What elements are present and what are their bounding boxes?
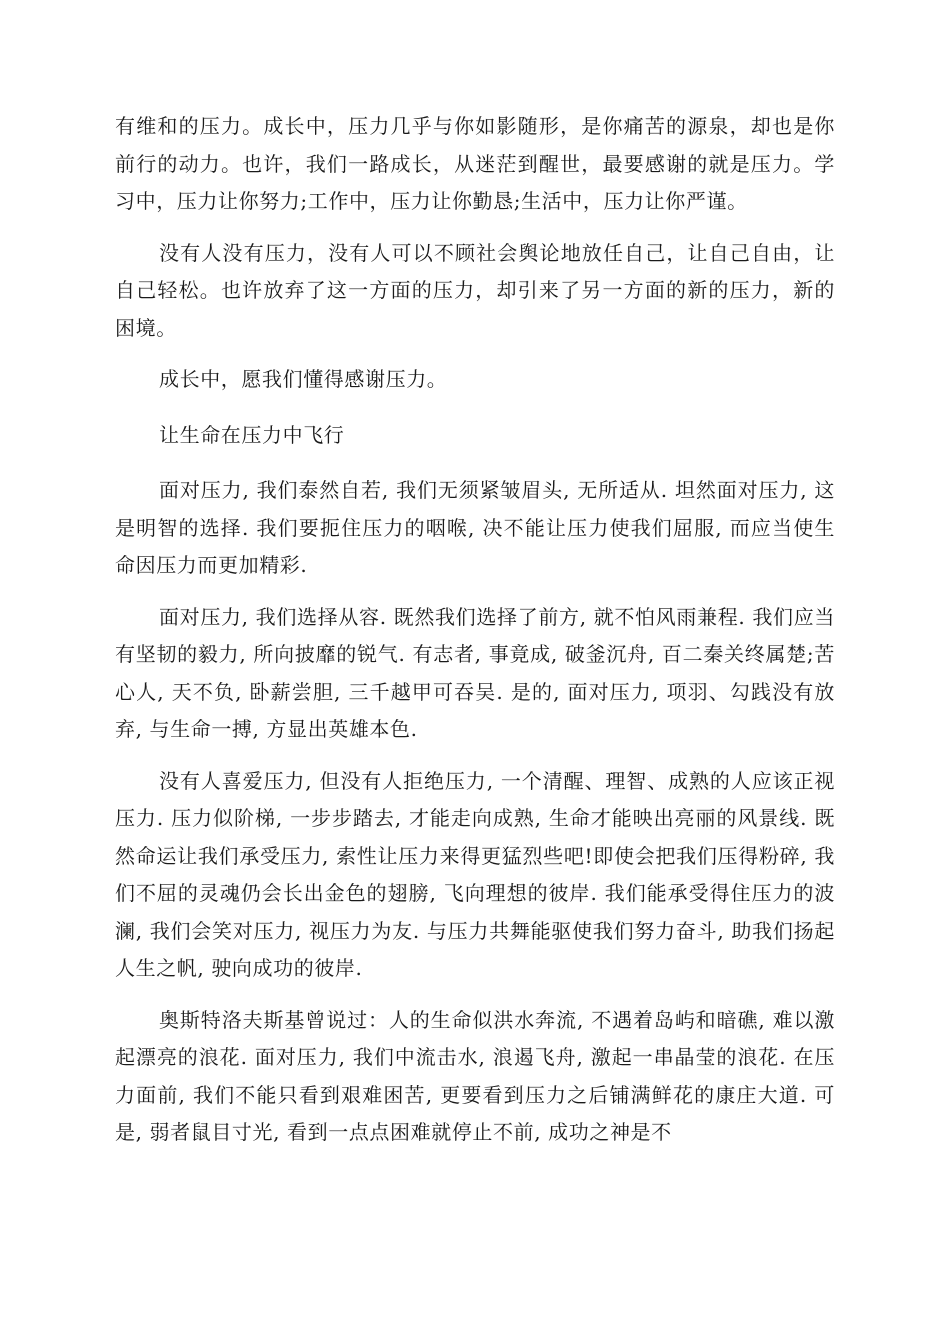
document-page: [115, 108, 835, 1166]
paragraph-1: 有维和的压力。成长中，压力几乎与你如影随形，是你痛苦的源泉，却也是你前行的动力。也许，我们一路成长，从迷茫到醒世，最要感谢的就是压力。学习中，压力让你努力;工作中，压力让你勤恳;生活中，压力让你严谨。: [115, 114, 835, 213]
paragraph-8: 奥斯特洛夫斯基曾说过：人的生命似洪水奔流, 不遇着岛屿和暗礁, 难以激起漂亮的浪花. 面对压力, 我们中流击水, 浪遏飞舟, 激起一串晶莹的浪花. 在压力面前, 我们不能只看到艰难困苦, 更要看到压力之后铺满鲜花的康庄大道. 可是, 弱者鼠目寸光, 看到一点点困难就停止不前, 成功之神是不: [115, 1007, 835, 1144]
paragraph-3: 成长中，愿我们懂得感谢压力。: [159, 367, 448, 391]
paragraph-6: 面对压力, 我们选择从容. 既然我们选择了前方, 就不怕风雨兼程. 我们应当有坚韧的毅力, 所向披靡的锐气. 有志者, 事竟成, 破釜沉舟, 百二秦关终属楚;苦心人, 天不负, 卧薪尝胆, 三千越甲可吞吴. 是的, 面对压力, 项羽、勾践没有放弃, 与生命一搏, 方显出英雄本色.: [115, 604, 835, 741]
paragraph-5: 面对压力, 我们泰然自若, 我们无须紧皱眉头, 无所适从. 坦然面对压力, 这是明智的选择. 我们要扼住压力的咽喉, 决不能让压力使我们屈服, 而应当使生命因压力而更加精彩.: [115, 478, 835, 577]
paragraph-7: 没有人喜爱压力, 但没有人拒绝压力, 一个清醒、理智、成熟的人应该正视压力. 压力似阶梯, 一步步踏去, 才能走向成熟, 生命才能映出亮丽的风景线. 既然命运让我们承受压力, 索性让压力来得更猛烈些吧!即使会把我们压得粉碎, 我们不屈的灵魂仍会长出金色的翅膀, 飞向理想的彼岸. 我们能承受得住压力的波澜, 我们会笑对压力, 视压力为友. 与压力共舞能驱使我们努力奋斗, 助我们扬起人生之帆, 驶向成功的彼岸.: [115, 768, 835, 980]
paragraph-2: 没有人没有压力，没有人可以不顾社会舆论地放任自己，让自己自由，让自己轻松。也许放弃了这一方面的压力，却引来了另一方面的新的压力，新的困境。: [115, 240, 835, 340]
section-heading: 让生命在压力中飞行: [159, 422, 345, 447]
